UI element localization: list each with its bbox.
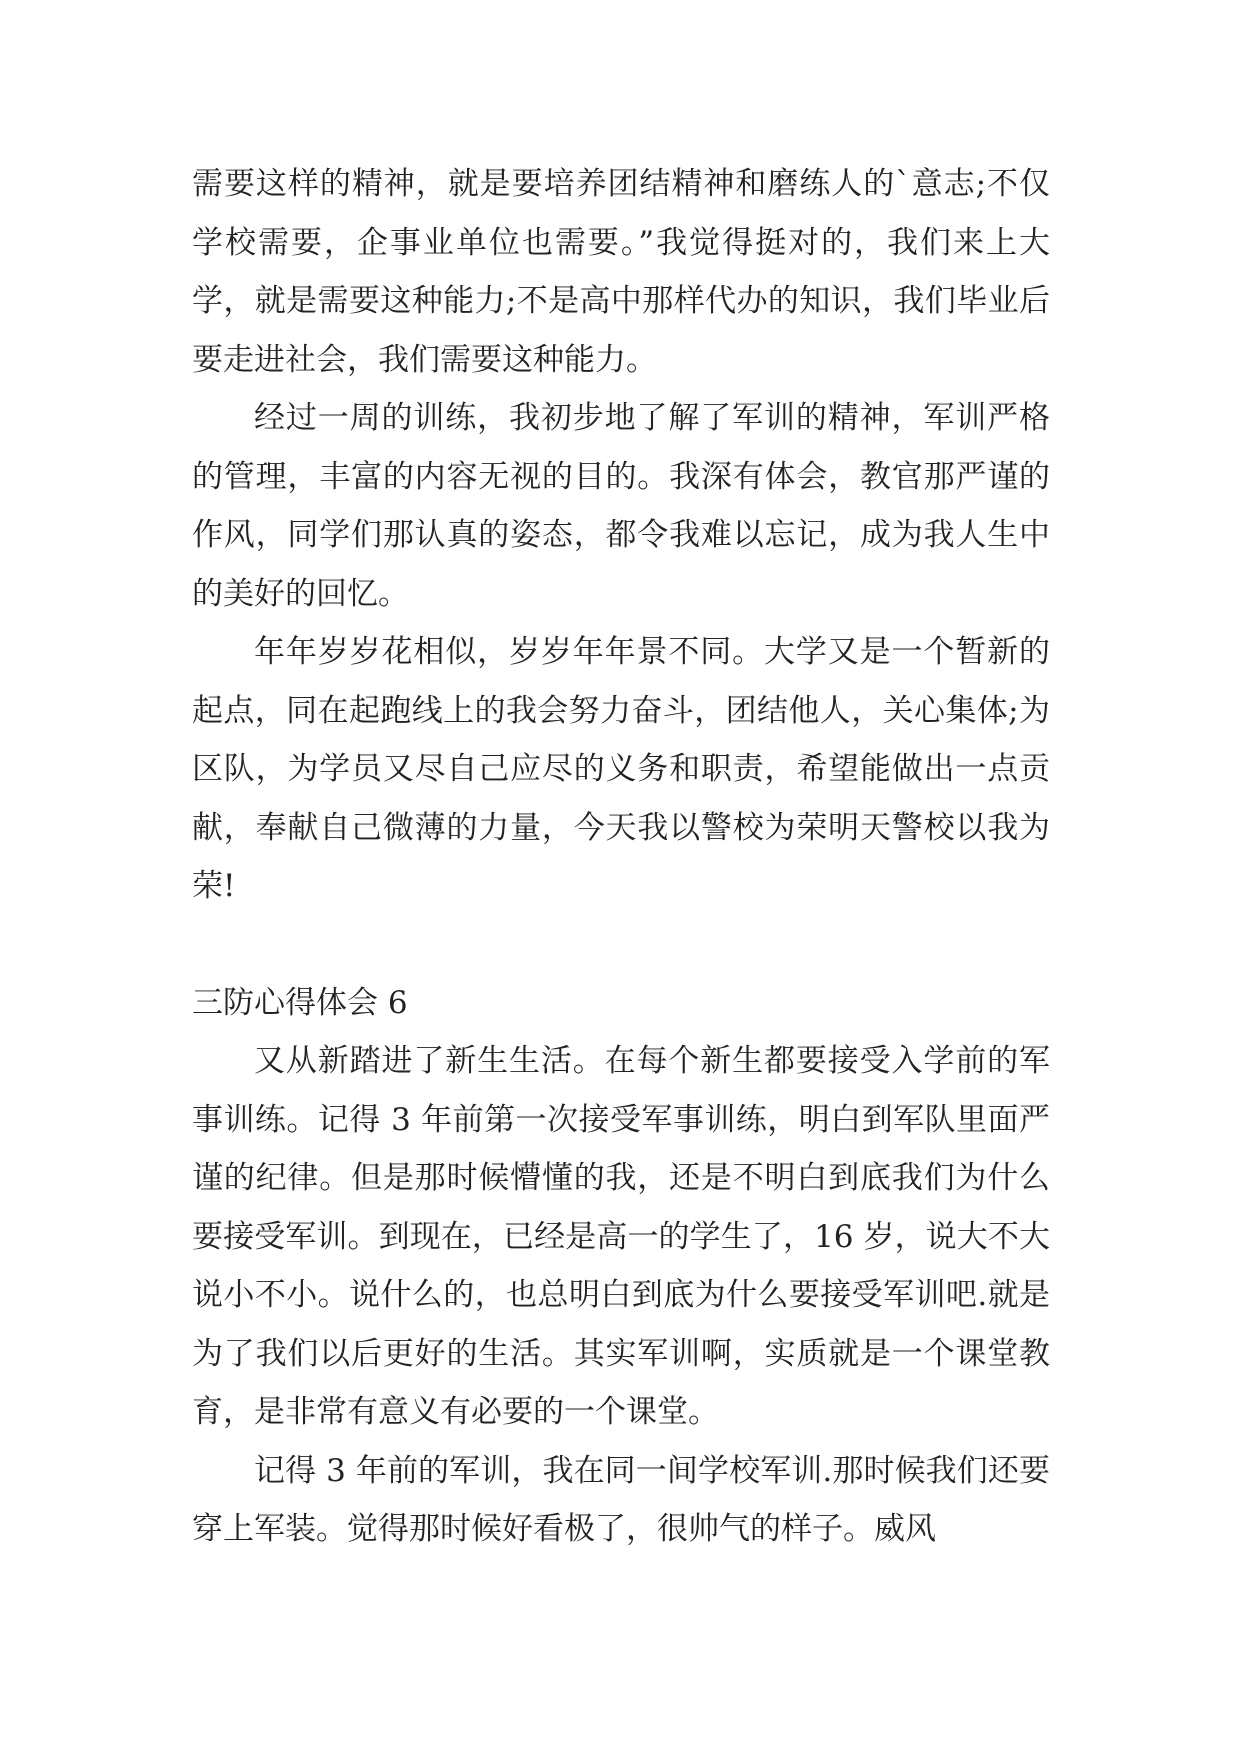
paragraph: 又从新踏进了新生生活。在每个新生都要接受入学前的军事训练。记得 3 年前第一次接受军事训练，明白到军队里面严谨的纪律。但是那时候懵懂的我，还是不明白到底我们为什么要接受军训。到现在，已经是高一的学生了，16 岁，说大不大说小不小。说什么的，也总明白到底为什么要接受军训吧.就是为了我们以后更好的生活。其实军训啊，实质就是一个课堂教育，是非常有意义有必要的一个课堂。 (192, 1043, 1050, 1430)
document-body (192, 155, 1050, 1559)
paragraph: 年年岁岁花相似，岁岁年年景不同。大学又是一个暂新的起点，同在起跑线上的我会努力奋斗，团结他人，关心集体;为区队，为学员又尽自己应尽的义务和职责，希望能做出一点贡献，奉献自己微薄的力量，今天我以警校为荣明天警校以我为荣! (192, 634, 1050, 904)
paragraph: 需要这样的精神，就是要培养团结精神和磨练人的`意志;不仅学校需要，企事业单位也需要。”我觉得挺对的，我们来上大学，就是需要这种能力;不是高中那样代办的知识，我们毕业后要走进社会，我们需要这种能力。 (192, 166, 1050, 378)
section-heading: 三防心得体会 6 (192, 984, 408, 1021)
paragraph: 经过一周的训练，我初步地了解了军训的精神，军训严格的管理，丰富的内容无视的目的。我深有体会，教官那严谨的作风，同学们那认真的姿态，都令我难以忘记，成为我人生中的美好的回忆。 (192, 400, 1050, 612)
paragraph: 记得 3 年前的军训，我在同一间学校军训.那时候我们还要穿上军装。觉得那时候好看极了，很帅气的样子。威风 (192, 1452, 1050, 1547)
